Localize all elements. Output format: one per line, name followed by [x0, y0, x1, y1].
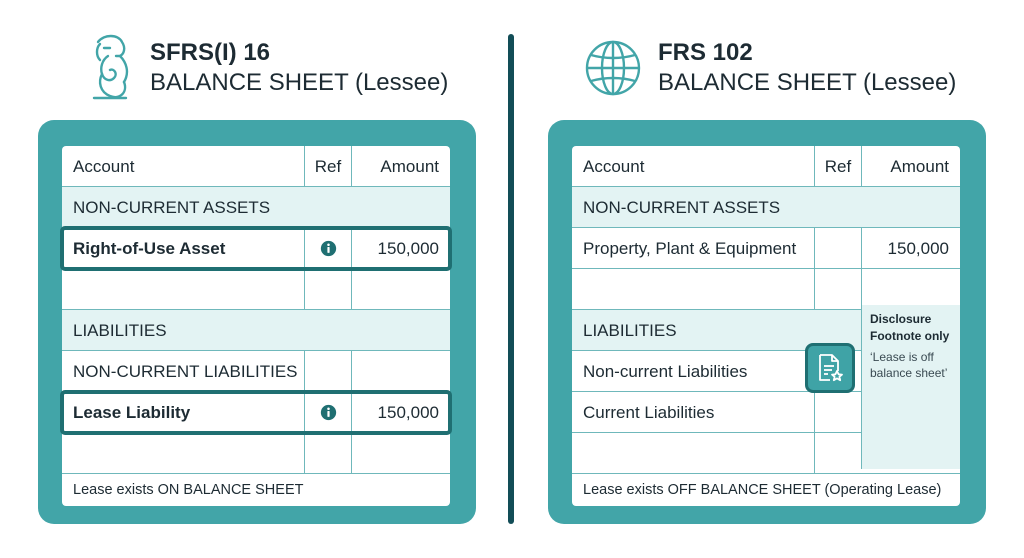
row-account: Current Liabilities [583, 402, 715, 422]
row-ref [304, 351, 351, 392]
table-row [62, 433, 450, 474]
right-header [582, 32, 956, 104]
table-header-row [572, 146, 960, 187]
row-ref [304, 269, 351, 310]
header-amount: Amount [861, 146, 960, 187]
left-subtitle: BALANCE SHEET (Lessee) [150, 69, 449, 96]
left-card [38, 120, 476, 524]
header-ref: Ref [304, 146, 351, 187]
globe-icon [582, 32, 644, 104]
table-row [62, 351, 450, 392]
row-account [572, 433, 814, 474]
row-ref [304, 433, 351, 474]
merlion-icon [80, 32, 136, 104]
left-title: SFRS(I) 16 [150, 39, 271, 66]
row-account [62, 269, 304, 310]
left-header [80, 32, 448, 104]
row-ref [814, 433, 861, 474]
row-account: NON-CURRENT LIABILITIES [73, 361, 298, 381]
section-row [62, 187, 450, 228]
center-divider [508, 34, 514, 524]
disclosure-body: ‘Lease is off balance sheet’ [870, 350, 948, 380]
section-label: LIABILITIES [73, 320, 167, 340]
row-account [62, 433, 304, 474]
section-row [62, 310, 450, 351]
table-row [572, 269, 960, 310]
row-account: Non-current Liabilities [583, 361, 748, 381]
right-title: FRS 102 [658, 39, 753, 66]
document-star-icon [816, 353, 844, 383]
section-row [572, 187, 960, 228]
left-footer-note: Lease exists ON BALANCE SHEET [73, 482, 304, 498]
section-label: NON-CURRENT ASSETS [583, 197, 781, 217]
row-ref [814, 392, 861, 433]
row-amount: 150,000 [861, 228, 960, 269]
row-amount [351, 269, 450, 310]
table-header-row [62, 146, 450, 187]
row-account: Right-of-Use Asset [73, 238, 226, 258]
disclosure-title: Disclosure Footnote only [870, 312, 950, 343]
header-amount: Amount [351, 146, 450, 187]
section-label: NON-CURRENT ASSETS [73, 197, 271, 217]
right-card [548, 120, 986, 524]
right-subtitle: BALANCE SHEET (Lessee) [658, 69, 957, 96]
table-row [62, 269, 450, 310]
right-balance-sheet-table [572, 146, 960, 506]
row-ref [814, 269, 861, 310]
header-account: Account [73, 156, 135, 176]
row-account: Property, Plant & Equipment [583, 238, 797, 258]
disclosure-badge [805, 343, 855, 393]
row-amount [861, 269, 960, 310]
row-amount: 150,000 [351, 228, 450, 269]
disclosure-note [861, 305, 960, 469]
row-account: Lease Liability [73, 402, 191, 422]
highlight-lease-liability [60, 390, 452, 435]
highlight-right-of-use-asset [60, 226, 452, 271]
table-row [572, 228, 960, 269]
right-footer-note: Lease exists OFF BALANCE SHEET (Operating Lease) [583, 482, 942, 498]
header-account: Account [583, 156, 645, 176]
header-ref: Ref [814, 146, 861, 187]
left-balance-sheet-table [62, 146, 450, 506]
row-amount: 150,000 [351, 392, 450, 433]
row-account [572, 269, 814, 310]
row-ref [814, 228, 861, 269]
section-label: LIABILITIES [583, 320, 677, 340]
row-amount [351, 433, 450, 474]
row-amount [351, 351, 450, 392]
